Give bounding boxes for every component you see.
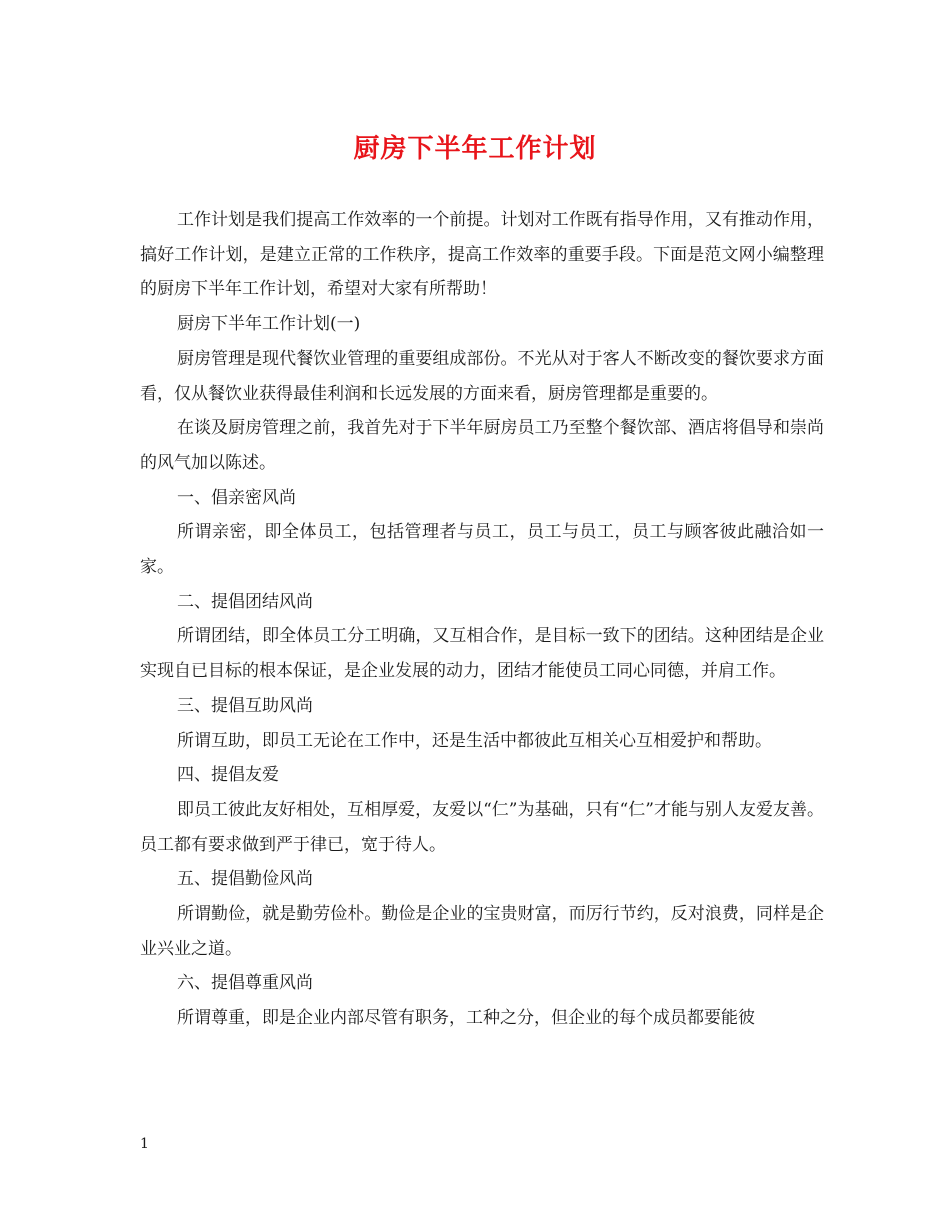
paragraph-respect: 所谓尊重，即是企业内部尽管有职务，工种之分，但企业的每个成员都要能彼 <box>177 1008 755 1029</box>
paragraph-atmosphere: 在谈及厨房管理之前，我首先对于下半年厨房员工乃至整个餐饮部、酒店将倡导和崇尚的风气加以陈述。 <box>140 418 824 473</box>
paragraph-kitchen-management: 厨房管理是现代餐饮业管理的重要组成部份。不光从对于客人不断改变的餐饮要求方面看，仅从餐饮业获得最佳利润和长远发展的方面来看，厨房管理都是重要的。 <box>140 348 824 404</box>
paragraph-intimacy: 所谓亲密，即全体员工，包括管理者与员工，员工与员工，员工与顾客彼此融洽如一家。 <box>140 522 824 578</box>
document-body <box>140 203 824 1036</box>
paragraph-mutual-help: 所谓互助，即员工无论在工作中，还是生活中都彼此互相关心互相爱护和帮助。 <box>177 730 772 751</box>
paragraph-intro: 工作计划是我们提高工作效率的一个前提。计划对工作既有指导作用，又有推动作用，搞好工作计划，是建立正常的工作秩序，提高工作效率的重要手段。下面是范文网小编整理的厨房下半年工作计划，希望对大家有所帮助！ <box>140 210 824 300</box>
paragraph-unity: 所谓团结，即全体员工分工明确，又互相合作，是目标一致下的团结。这种团结是企业实现自已目标的根本保证，是企业发展的动力，团结才能使员工同心同德，并肩工作。 <box>140 626 824 682</box>
paragraph-friendship: 即员工彼此友好相处，互相厚爱，友爱以“仁”为基础，只有“仁”才能与别人友爱友善。员工都有要求做到严于律已，宽于待人。 <box>140 799 824 855</box>
heading-friendship: 四、提倡友爱 <box>177 765 279 786</box>
heading-unity: 二、提倡团结风尚 <box>177 591 313 612</box>
section-heading-plan-one: 厨房下半年工作计划(一) <box>177 314 361 335</box>
heading-mutual-help: 三、提倡互助风尚 <box>177 695 313 716</box>
page-number: 1 <box>140 1136 149 1152</box>
paragraph-thrift: 所谓勤俭，就是勤劳俭朴。勤俭是企业的宝贵财富，而厉行节约，反对浪费，同样是企业兴业之道。 <box>140 904 824 959</box>
heading-respect: 六、提倡尊重风尚 <box>177 973 313 994</box>
heading-thrift: 五、提倡勤俭风尚 <box>177 869 313 890</box>
document-title: 厨房下半年工作计划 <box>353 134 597 164</box>
heading-intimacy: 一、倡亲密风尚 <box>177 487 296 508</box>
